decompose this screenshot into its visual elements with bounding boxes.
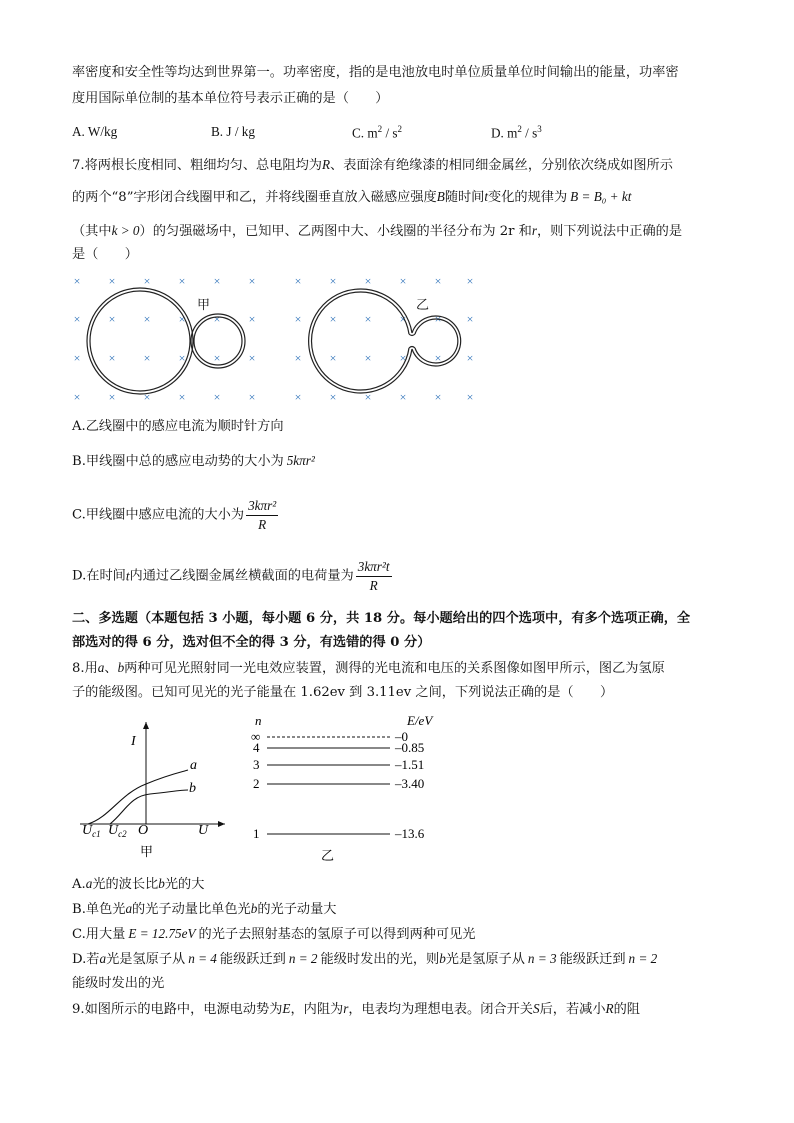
section-2-heading-line-1: 二、多选题（本题包括 3 小题，每小题 6 分，共 18 分。每小题给出的四个选项中，有多个选项正确，全 [72, 611, 691, 626]
svg-text:×: × [213, 350, 221, 365]
q7-line-4: 是（ ） [72, 247, 138, 262]
svg-text:×: × [143, 389, 151, 404]
svg-text:×: × [329, 350, 337, 365]
svg-text:×: × [143, 350, 151, 365]
svg-text:×: × [399, 389, 407, 404]
q8-option-d-line-1: D.若a光是氢原子从 n = 4 能级跃迁到 n = 2 能级时发出的光，则b光是氢原子从 n = 3 能级跃迁到 n = 2 [72, 951, 658, 967]
level-4-n: 4 [253, 740, 260, 755]
svg-text:×: × [73, 350, 81, 365]
q6-option-c: C. $m^2 / s^2$ [352, 124, 403, 141]
q7-option-c: C.甲线圈中感应电流的大小为 $\frac{\text{3kπr²}}{R}$ [72, 498, 277, 532]
q7-option-b: B.甲线圈中总的感应电动势的大小为 5kπr² [72, 453, 315, 469]
svg-text:×: × [434, 350, 442, 365]
q6-line-1: 率密度和安全性等均达到世界第一。功率密度，指的是电池放电时单位质量单位时间输出的能量，功率密 [72, 65, 679, 80]
svg-text:×: × [329, 273, 337, 288]
svg-text:×: × [143, 273, 151, 288]
svg-text:Uc2: $U_{c2}$ [108, 823, 127, 839]
svg-text:×: × [364, 311, 372, 326]
coil-jia [87, 288, 245, 394]
svg-text:×: × [364, 273, 372, 288]
svg-text:×: × [73, 273, 81, 288]
svg-text:×: × [399, 311, 407, 326]
q9-line-1: 9.如图所示的电路中，电源电动势为E，内阻为r，电表均为理想电表。闭合开关S后，若减小R的阻 [72, 1001, 640, 1017]
svg-text:×: × [294, 350, 302, 365]
svg-text:×: × [434, 311, 442, 326]
svg-text:×: × [178, 311, 186, 326]
svg-text:×: × [329, 311, 337, 326]
svg-text:a: a [190, 758, 197, 773]
svg-text:×: × [294, 273, 302, 288]
q6-option-a: A. W/kg [72, 124, 118, 139]
svg-text:×: × [466, 273, 474, 288]
level-inf-n: ∞ [251, 729, 261, 744]
q7-line-3: （其中k > 0）的匀强磁场中，已知甲、乙两图中大、小线圈的半径分布为 2r 和r，则下列说法中正确的是 [72, 223, 683, 239]
section-2-heading-line-2: 部选对的得 6 分，选对但不全的得 3 分，有选错的得 0 分） [72, 635, 431, 650]
svg-text:乙: 乙 [321, 848, 335, 862]
svg-text:–3.40: –3.40 [395, 776, 425, 791]
svg-text:×: × [143, 311, 151, 326]
coil-yi-label: 乙 [416, 297, 430, 312]
svg-text:×: × [466, 350, 474, 365]
svg-text:甲: 甲 [140, 844, 154, 859]
svg-text:×: × [178, 273, 186, 288]
svg-text:×: × [248, 389, 256, 404]
svg-text:×: × [213, 389, 221, 404]
svg-text:E/eV: E/eV [407, 713, 433, 728]
svg-text:×: × [108, 273, 116, 288]
q8-iu-graph [70, 712, 240, 862]
q6-line-2: 度用国际单位制的基本单位符号表示正确的是（ ） [72, 91, 389, 106]
svg-text:×: × [213, 311, 221, 326]
level-2-n: 2 [253, 776, 260, 791]
svg-text:Uc1: $U_{c1}$ [82, 823, 101, 839]
svg-text:×: × [248, 311, 256, 326]
coil-yi [309, 289, 461, 393]
q7-line-1: 7.将两根长度相同、粗细均匀、总电阻均为R、表面涂有绝缘漆的相同细金属丝，分别依次绕成如图所示 [72, 157, 673, 173]
svg-text:×: × [108, 350, 116, 365]
q8-option-d-line-2: 能级时发出的光 [72, 976, 165, 991]
svg-text:×: × [73, 389, 81, 404]
svg-text:–1.51: –1.51 [395, 757, 425, 772]
svg-text:×: × [466, 389, 474, 404]
svg-text:×: × [178, 350, 186, 365]
svg-text:–13.6: –13.6 [395, 826, 425, 841]
svg-text:–0: –0 [395, 729, 408, 744]
level-1-n: 1 [253, 826, 260, 841]
q7-coil-figure [0, 265, 794, 415]
svg-text:×: × [108, 389, 116, 404]
coil-jia-label: 甲 [197, 297, 211, 312]
q8-option-c: C.用大量 E = 12.75eV 的光子去照射基态的氢原子可以得到两种可见光 [72, 926, 476, 942]
svg-text:n: n [255, 713, 262, 728]
svg-text:–0.85: –0.85 [395, 740, 425, 755]
svg-text:×: × [73, 311, 81, 326]
svg-text:×: × [329, 389, 337, 404]
svg-text:×: × [108, 311, 116, 326]
q6-option-d: D. $m^2 / s^3$ [491, 124, 542, 141]
svg-text:×: × [178, 389, 186, 404]
q8-line-2: 子的能级图。已知可见光的光子能量在 1.62ev 到 3.11ev 之间，下列说法正确的是（ ） [72, 685, 614, 700]
level-3-n: 3 [253, 757, 260, 772]
q7-line-2: 的两个“8”字形闭合线圈甲和乙，并将线圈垂直放入磁感应强度B随时间t变化的规律为 B = B₀ + kt [72, 189, 632, 205]
q8-option-a: A.a光的波长比b光的大 [72, 876, 205, 892]
svg-text:×: × [399, 273, 407, 288]
svg-text:×: × [434, 273, 442, 288]
curve-b [110, 790, 188, 824]
svg-text:U: U [198, 823, 209, 838]
svg-text:×: × [213, 273, 221, 288]
svg-text:×: × [466, 311, 474, 326]
q8-energy-level-diagram [245, 712, 465, 862]
svg-text:×: × [248, 273, 256, 288]
svg-text:×: × [294, 311, 302, 326]
svg-text:×: × [399, 350, 407, 365]
svg-text:×: × [364, 389, 372, 404]
svg-text:b: b [189, 781, 196, 796]
q8-line-1: 8.用a、b两种可见光照射同一光电效应装置，测得的光电流和电压的关系图像如图甲所示，图乙为氢原 [72, 660, 665, 676]
svg-text:×: × [434, 389, 442, 404]
q8-option-b: B.单色光a的光子动量比单色光b的光子动量大 [72, 901, 337, 917]
svg-text:×: × [364, 350, 372, 365]
q7-option-d: D.在时间t内通过乙线圈金属丝横截面的电荷量为 $\frac{\text{3kπr²t}}{R}$ [72, 559, 390, 593]
svg-text:×: × [248, 350, 256, 365]
svg-text:×: × [294, 389, 302, 404]
svg-text:I: I [131, 734, 136, 749]
svg-text:O: O [138, 823, 149, 838]
q7-option-a: A.乙线圈中的感应电流为顺时针方向 [72, 419, 284, 434]
q6-option-b: B. J / kg [211, 124, 255, 139]
